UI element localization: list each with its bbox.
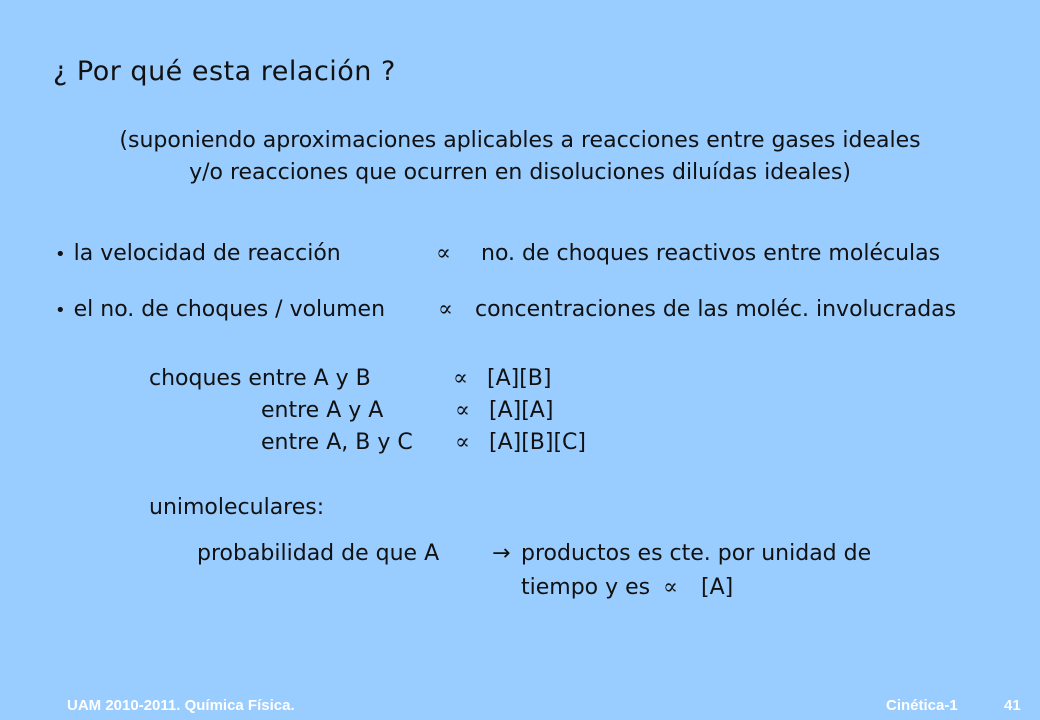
unimolecular-label: unimoleculares: — [149, 495, 325, 520]
bullet-2-right: concentraciones de las moléc. involucradas — [475, 297, 957, 322]
bullet-1-right: no. de choques reactivos entre moléculas — [481, 241, 941, 266]
bullet-1-left: la velocidad de reacción — [73, 241, 341, 266]
proportional-symbol: ∝ — [663, 575, 678, 600]
collision-ab-label: choques entre A y B — [149, 366, 371, 391]
probability-line-2-b: [A] — [701, 575, 734, 600]
probability-line-1-b: productos es cte. por unidad de — [521, 541, 872, 566]
proportional-symbol: ∝ — [438, 297, 453, 322]
subtitle-line-2: y/o reacciones que ocurren en disoluciones diluídas ideales) — [189, 160, 851, 185]
probability-line-1-a: probabilidad de que A — [197, 541, 440, 566]
footer-institution: UAM 2010-2011. Química Física. — [67, 697, 295, 714]
bullet-dot: • — [55, 244, 66, 265]
reaction-arrow: → — [492, 541, 511, 566]
proportional-symbol: ∝ — [453, 366, 468, 391]
subtitle-line-1: (suponiendo aproximaciones aplicables a reacciones entre gases ideales — [119, 128, 921, 153]
footer-course: Cinética-1 — [886, 697, 958, 714]
proportional-symbol: ∝ — [436, 241, 451, 266]
bullet-dot: • — [55, 300, 66, 321]
collision-abc-value: [A][B][C] — [489, 430, 587, 455]
collision-aa-label: entre A y A — [261, 398, 384, 423]
bullet-2 — [55, 297, 385, 322]
bullet-1 — [55, 241, 341, 266]
bullet-2-left: el no. de choques / volumen — [73, 297, 386, 322]
proportional-symbol: ∝ — [455, 430, 470, 455]
proportional-symbol: ∝ — [455, 398, 470, 423]
footer-page-number: 41 — [1004, 697, 1021, 714]
collision-aa-value: [A][A] — [489, 398, 554, 423]
slide-title: ¿ Por qué esta relación ? — [53, 56, 396, 87]
probability-line-2-a: tiempo y es — [521, 575, 651, 600]
collision-abc-label: entre A, B y C — [261, 430, 413, 455]
collision-ab-value: [A][B] — [487, 366, 552, 391]
